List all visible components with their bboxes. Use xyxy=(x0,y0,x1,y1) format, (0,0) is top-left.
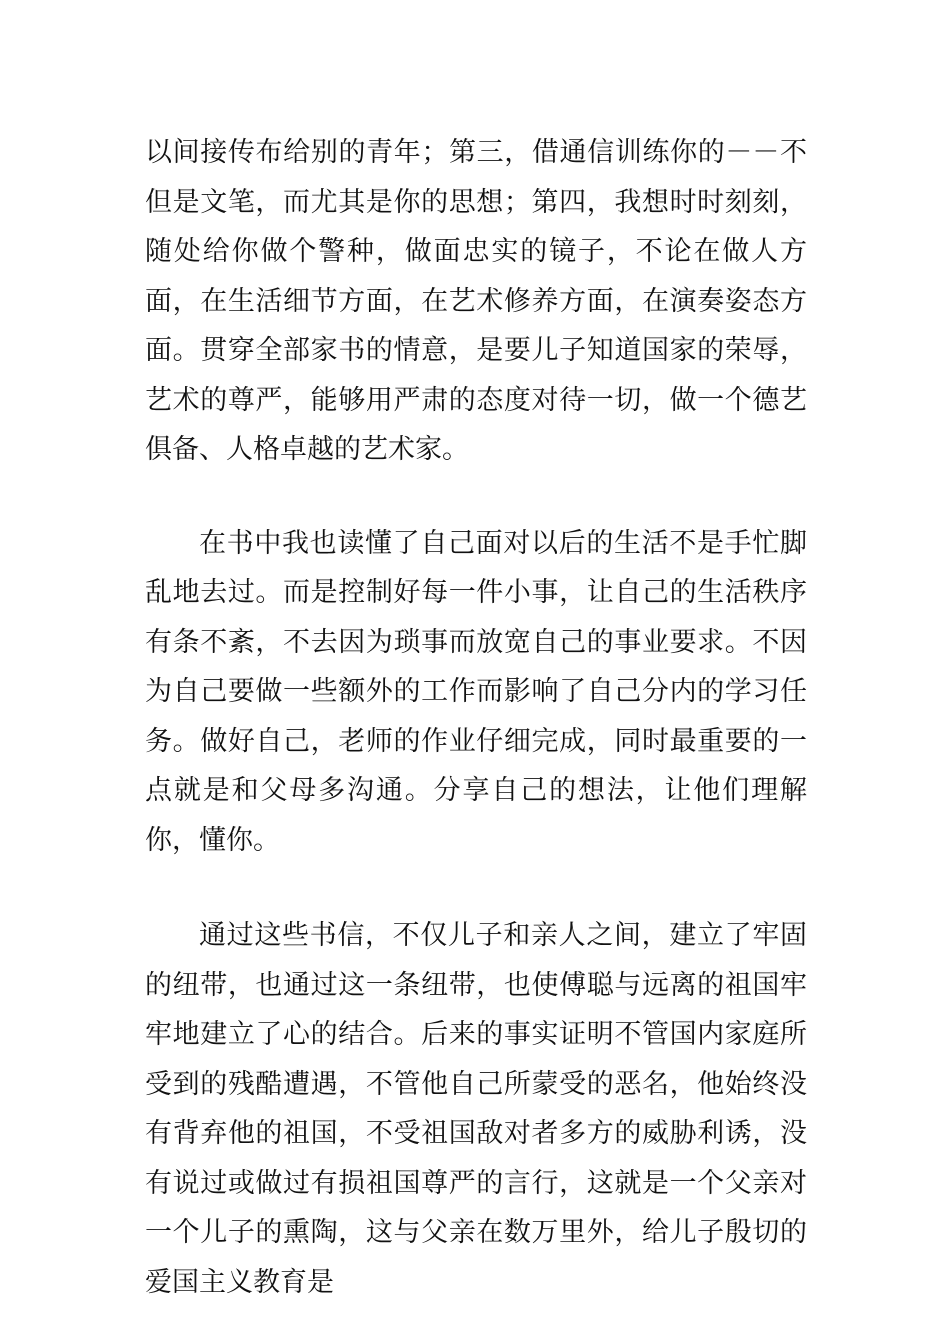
paragraph-continued: 以间接传布给别的青年；第三，借通信训练你的－－不但是文笔，而尤其是你的思想；第四，我想时时刻刻，随处给你做个警种，做面忠实的镜子，不论在做人方面，在生活细节方面，在艺术修养方面，在演奏姿态方面。贯穿全部家书的情意，是要儿子知道国家的荣辱，艺术的尊严，能够用严肃的态度对待一切，做一个德艺俱备、人格卓越的艺术家。 xyxy=(145,137,807,465)
document-body xyxy=(145,128,807,1307)
paragraph-life-lessons: 在书中我也读懂了自己面对以后的生活不是手忙脚乱地去过。而是控制好每一件小事，让自己的生活秩序有条不紊，不去因为琐事而放宽自己的事业要求。不因为自己要做一些额外的工作而影响了自己分内的学习任务。做好自己，老师的作业仔细完成，同时最重要的一点就是和父母多沟通。分享自己的想法，让他们理解你，懂你。 xyxy=(145,527,807,856)
paragraph-patriotism: 通过这些书信，不仅儿子和亲人之间，建立了牢固的纽带，也通过这一条纽带，也使傅聪与远离的祖国牢牢地建立了心的结合。后来的事实证明不管国内家庭所受到的残酷遭遇，不管他自己所蒙受的恶名，他始终没有背弃他的祖国，不受祖国敌对者多方的威胁利诱，没有说过或做过有损祖国尊严的言行，这就是一个父亲对一个儿子的熏陶，这与父亲在数万里外，给儿子殷切的爱国主义教育是 xyxy=(145,920,807,1298)
